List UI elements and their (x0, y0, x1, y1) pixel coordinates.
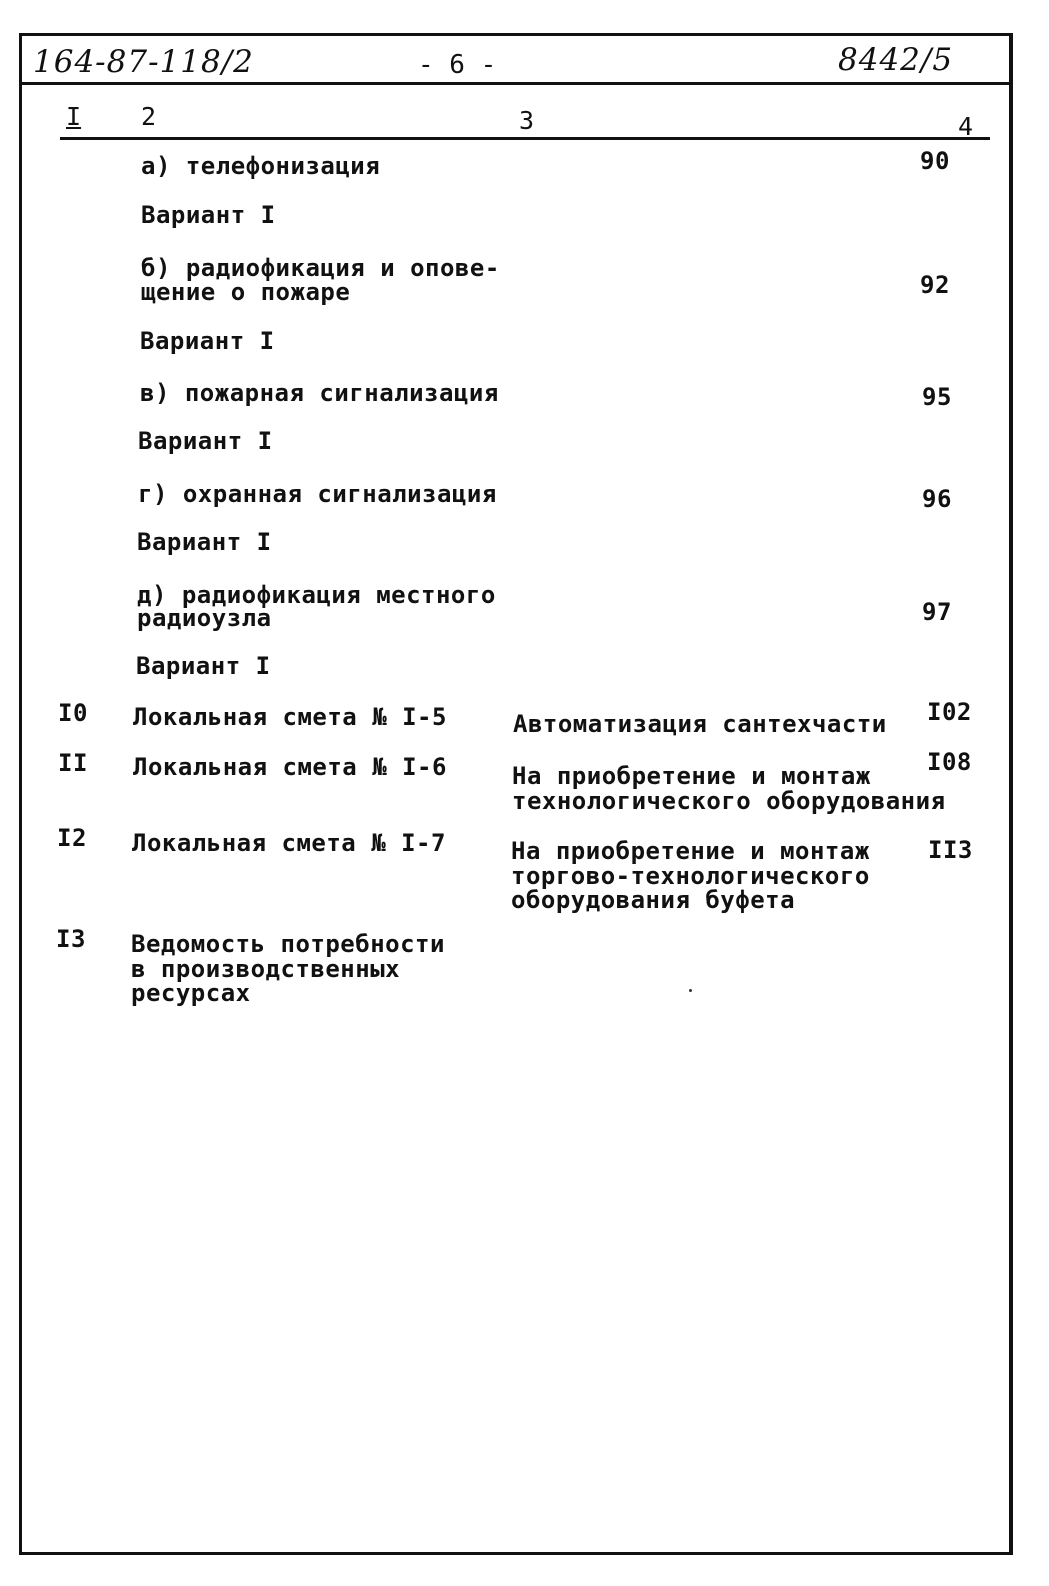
column-header-4: 4 (958, 112, 974, 141)
row-description: На приобретение и монтаж (512, 762, 871, 790)
item-label: а) телефонизация (141, 152, 381, 180)
header-divider (19, 82, 1013, 85)
column-header-rule (60, 137, 990, 140)
speck (689, 989, 692, 992)
column-header-3: 3 (519, 106, 535, 135)
row-number: II (58, 749, 88, 777)
variant-label: Вариант I (138, 427, 273, 455)
variant-label: Вариант I (136, 652, 271, 680)
row-name: Локальная смета № I-5 (133, 703, 447, 731)
row-description: На приобретение и монтаж (511, 837, 870, 865)
item-page: 97 (922, 598, 952, 626)
item-page: 96 (922, 485, 952, 513)
item-label: щение о пожаре (141, 278, 351, 306)
variant-label: Вариант I (141, 201, 276, 229)
item-label: радиоузла (137, 604, 272, 632)
item-page: 92 (920, 271, 950, 299)
item-label: г) охранная сигнализация (138, 480, 497, 508)
item-page: 95 (922, 383, 952, 411)
row-name: ресурсах (131, 979, 251, 1007)
page-number: - 6 - (418, 50, 497, 80)
row-name: Локальная смета № I-6 (133, 753, 447, 781)
row-page: II3 (928, 836, 973, 864)
row-number: I3 (56, 925, 86, 953)
row-description: оборудования буфета (511, 886, 796, 914)
row-number: I0 (58, 699, 88, 727)
row-page: I08 (927, 748, 972, 776)
doc-code: 164-87-118/2 (33, 44, 254, 80)
row-name: Ведомость потребности (131, 930, 445, 958)
item-label: д) радиофикация местного (137, 581, 496, 609)
item-label: б) радиофикация и опове- (141, 254, 500, 282)
row-number: I2 (57, 824, 87, 852)
column-header-2: 2 (141, 102, 157, 131)
row-description: торгово-технологического (511, 862, 870, 890)
variant-label: Вариант I (140, 327, 275, 355)
inventory-number: 8442/5 (838, 42, 954, 78)
row-description: технологического оборудования (512, 787, 946, 815)
row-name: в производственных (131, 955, 401, 983)
row-description: Автоматизация сантехчасти (513, 710, 887, 738)
row-name: Локальная смета № I-7 (132, 829, 446, 857)
item-page: 90 (920, 147, 950, 175)
item-label: в) пожарная сигнализация (140, 379, 499, 407)
variant-label: Вариант I (137, 528, 272, 556)
column-header-1: I (66, 102, 82, 131)
row-page: I02 (927, 698, 972, 726)
